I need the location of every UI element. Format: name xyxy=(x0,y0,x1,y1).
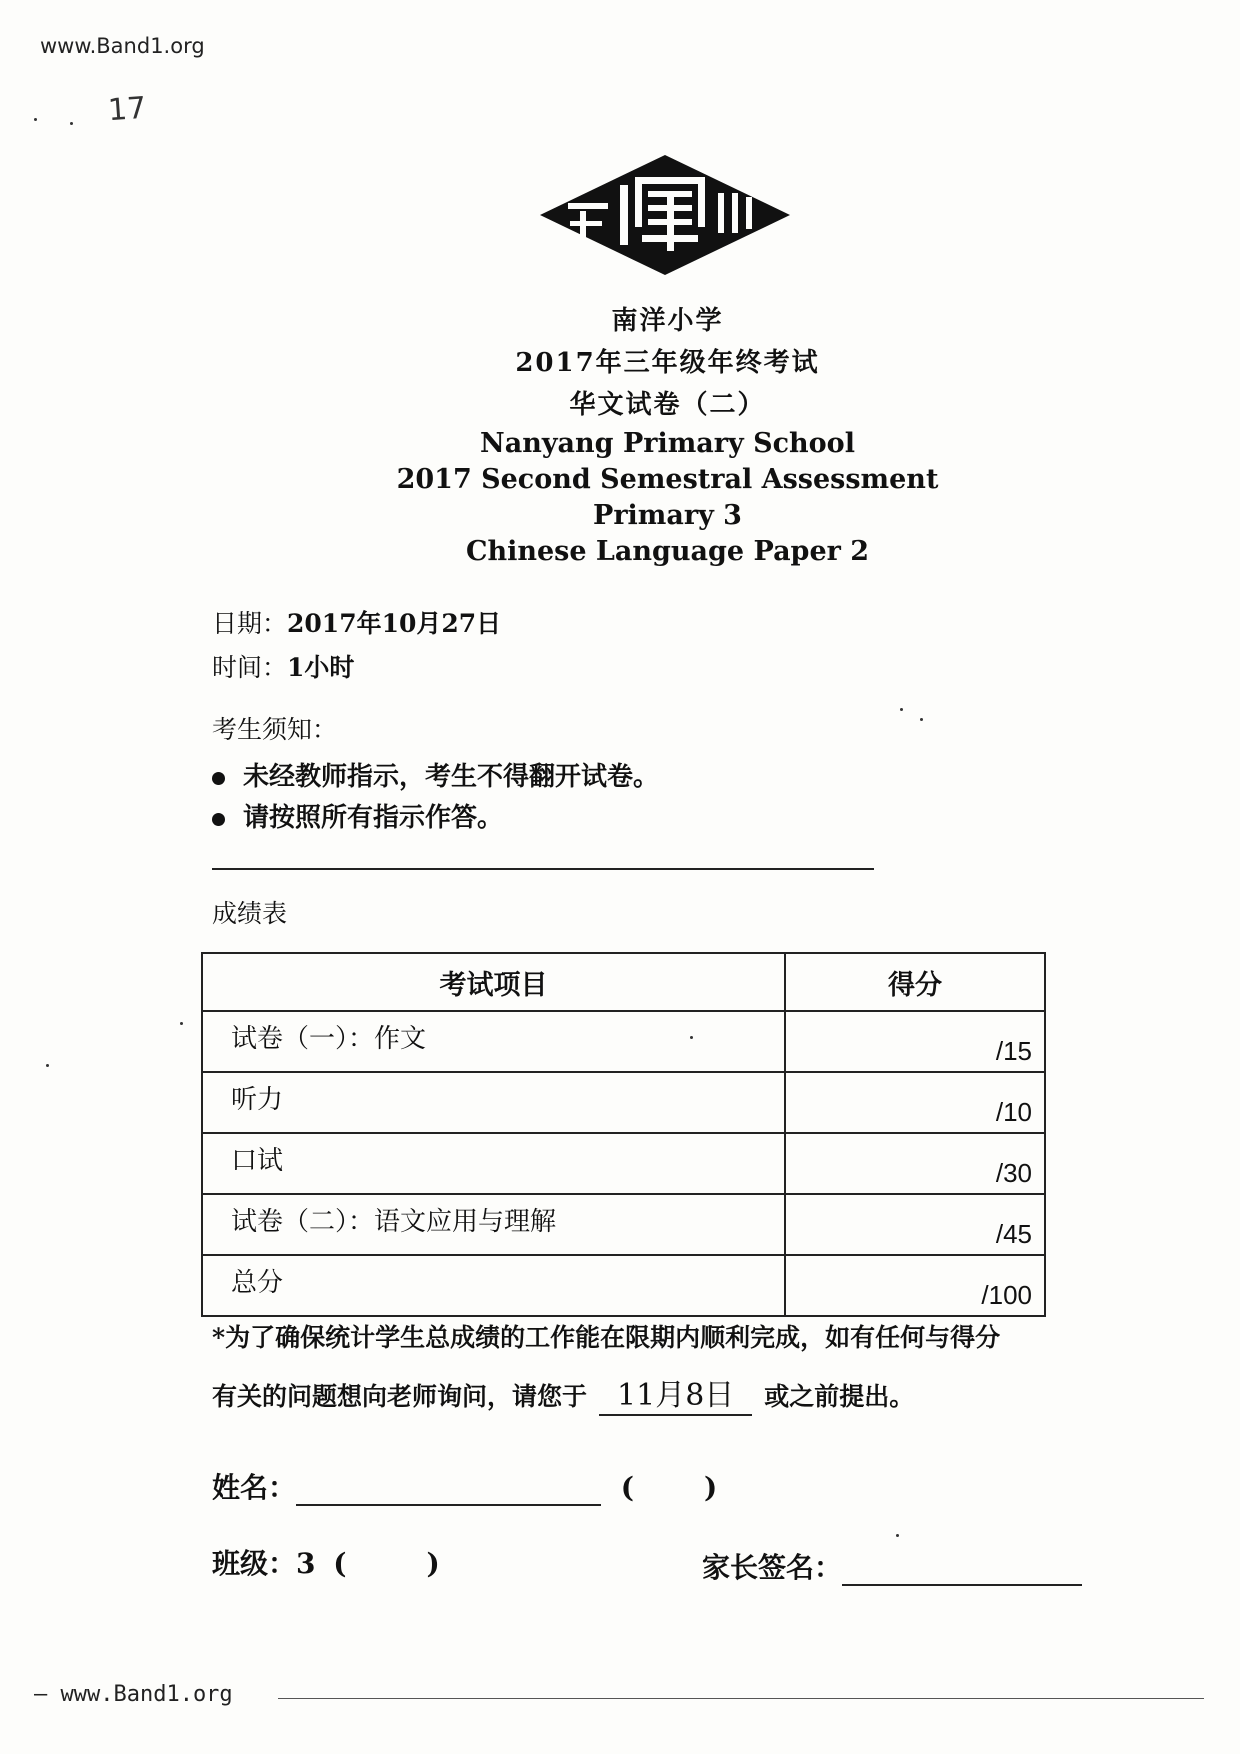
school-crest-icon xyxy=(540,155,790,275)
notice-line-2 xyxy=(212,1370,914,1416)
bullet-icon xyxy=(212,772,225,785)
school-name-zh: 南洋小学 xyxy=(611,306,724,336)
row-score[interactable]: /15 xyxy=(785,1011,1045,1072)
row-item: 听力 xyxy=(202,1072,785,1133)
deadline-date: 11月8日 xyxy=(599,1370,752,1416)
name-paren-close: ) xyxy=(704,1471,718,1504)
section-divider xyxy=(212,868,874,870)
scan-speck xyxy=(46,1064,49,1067)
table-header-row xyxy=(202,953,1045,1011)
school-name-en: Nanyang Primary School xyxy=(480,428,855,459)
row-item: 总分 xyxy=(202,1255,785,1316)
paper-title-en: Chinese Language Paper 2 xyxy=(465,536,870,567)
exam-title-en: 2017 Second Semestral Assessment xyxy=(396,464,939,495)
instruction-text: 未经教师指示，考生不得翻开试卷。 xyxy=(243,762,660,792)
table-row xyxy=(202,1072,1045,1133)
row-score[interactable]: /30 xyxy=(785,1133,1045,1194)
signature-label: 家长签名： xyxy=(702,1551,843,1584)
time-value: 1小时 xyxy=(287,653,355,682)
class-field xyxy=(212,1542,440,1582)
scan-speck xyxy=(920,718,923,721)
table-row xyxy=(202,1011,1045,1072)
date-value: 2017年10月27日 xyxy=(287,609,502,638)
watermark-top: www.Band1.org xyxy=(40,34,205,58)
table-row xyxy=(202,1194,1045,1255)
signature-line[interactable] xyxy=(842,1554,1082,1586)
name-paren-open: ( xyxy=(620,1471,635,1504)
instruction-item xyxy=(212,797,503,834)
parent-signature-field xyxy=(702,1546,1082,1586)
table-row xyxy=(202,1255,1045,1316)
notice-line-1: *为了确保统计学生总成绩的工作能在限期内顺利完成，如有任何与得分 xyxy=(212,1323,1001,1352)
scan-speck xyxy=(900,708,903,711)
row-item: 试卷（二）：语文应用与理解 xyxy=(202,1194,785,1255)
row-score[interactable]: /45 xyxy=(785,1194,1045,1255)
class-paren-open: ( xyxy=(333,1547,347,1580)
instruction-text: 请按照所有指示作答。 xyxy=(243,803,504,833)
name-label: 姓名： xyxy=(212,1471,297,1504)
row-score[interactable]: /10 xyxy=(785,1072,1045,1133)
time-label: 时间： xyxy=(212,653,288,682)
instruction-item xyxy=(212,756,659,793)
instructions-title: 考生须知： xyxy=(212,715,338,744)
row-item: 试卷（一）：作文 xyxy=(202,1011,785,1072)
score-table-caption: 成绩表 xyxy=(212,899,288,928)
level-en: Primary 3 xyxy=(593,500,742,531)
footer-rule xyxy=(278,1698,1204,1699)
class-paren-close: ) xyxy=(426,1547,440,1580)
scan-speck xyxy=(70,122,73,125)
header-exam-item: 考试项目 xyxy=(202,953,785,1011)
notice-text-after: 或之前提出。 xyxy=(764,1382,915,1411)
scan-speck xyxy=(690,1036,693,1039)
table-row xyxy=(202,1133,1045,1194)
watermark-bottom: — www.Band1.org xyxy=(34,1682,233,1707)
scan-speck xyxy=(180,1022,183,1025)
scan-speck xyxy=(34,118,37,121)
name-input-line[interactable] xyxy=(296,1474,601,1506)
name-field xyxy=(212,1466,717,1506)
class-value: 3 xyxy=(296,1547,316,1580)
score-table xyxy=(201,952,1046,1317)
date-label: 日期： xyxy=(212,609,288,638)
paper-title-zh: 华文试卷（二） xyxy=(569,390,766,420)
exam-duration xyxy=(212,648,354,684)
scan-speck xyxy=(896,1534,899,1537)
handwritten-note: 17 xyxy=(106,90,148,129)
exam-title-zh: 2017年三年级年终考试 xyxy=(515,348,820,378)
header-score: 得分 xyxy=(785,953,1045,1011)
class-label: 班级： xyxy=(212,1547,297,1580)
exam-date xyxy=(212,604,501,640)
row-item: 口试 xyxy=(202,1133,785,1194)
bullet-icon xyxy=(212,813,225,826)
notice-text-before: 有关的问题想向老师询问，请您于 xyxy=(212,1382,588,1411)
row-score[interactable]: /100 xyxy=(785,1255,1045,1316)
